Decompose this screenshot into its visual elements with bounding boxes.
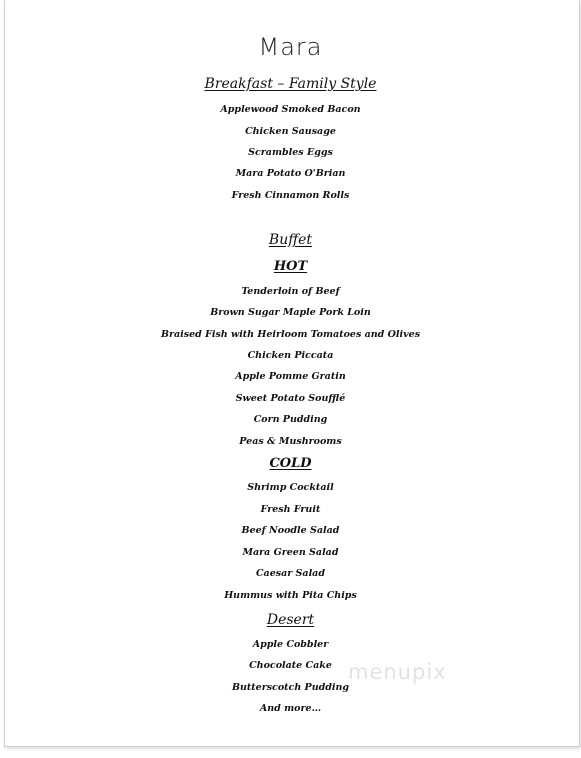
hot-item: Apple Pomme Gratin xyxy=(235,371,346,382)
cold-heading: COLD xyxy=(269,456,312,471)
hot-item: Corn Pudding xyxy=(253,414,328,425)
breakfast-heading: Breakfast – Family Style xyxy=(204,76,377,92)
desert-item: And more… xyxy=(259,703,322,714)
cold-item: Mara Green Salad xyxy=(242,547,339,558)
breakfast-item: Chicken Sausage xyxy=(245,126,336,137)
desert-item: Butterscotch Pudding xyxy=(231,682,350,693)
desert-item: Chocolate Cake xyxy=(249,660,332,671)
hot-item: Tenderloin of Beef xyxy=(241,286,340,297)
breakfast-item: Applewood Smoked Bacon xyxy=(220,104,361,115)
hot-item: Brown Sugar Maple Pork Loin xyxy=(210,307,371,318)
hot-item: Sweet Potato Soufflé xyxy=(235,393,346,404)
cold-item: Shrimp Cocktail xyxy=(247,482,334,493)
hot-item: Braised Fish with Heirloom Tomatoes and Olives xyxy=(160,329,421,340)
cold-item: Beef Noodle Salad xyxy=(241,525,340,536)
hot-item: Peas & Mushrooms xyxy=(239,436,342,447)
cold-item: Fresh Fruit xyxy=(260,504,321,515)
breakfast-item: Mara Potato O'Brian xyxy=(235,168,346,179)
buffet-heading: Buffet xyxy=(268,232,313,248)
desert-heading: Desert xyxy=(266,612,315,628)
hot-item: Chicken Piccata xyxy=(247,350,334,361)
cold-item: Hummus with Pita Chips xyxy=(224,590,357,601)
desert-item: Apple Cobbler xyxy=(252,639,329,650)
breakfast-item: Scrambles Eggs xyxy=(248,147,333,158)
menupix-watermark: menupix xyxy=(348,660,447,684)
hot-heading: HOT xyxy=(273,259,308,274)
restaurant-title: Mara xyxy=(258,33,323,61)
cold-item: Caesar Salad xyxy=(255,568,325,579)
breakfast-item: Fresh Cinnamon Rolls xyxy=(231,190,350,201)
